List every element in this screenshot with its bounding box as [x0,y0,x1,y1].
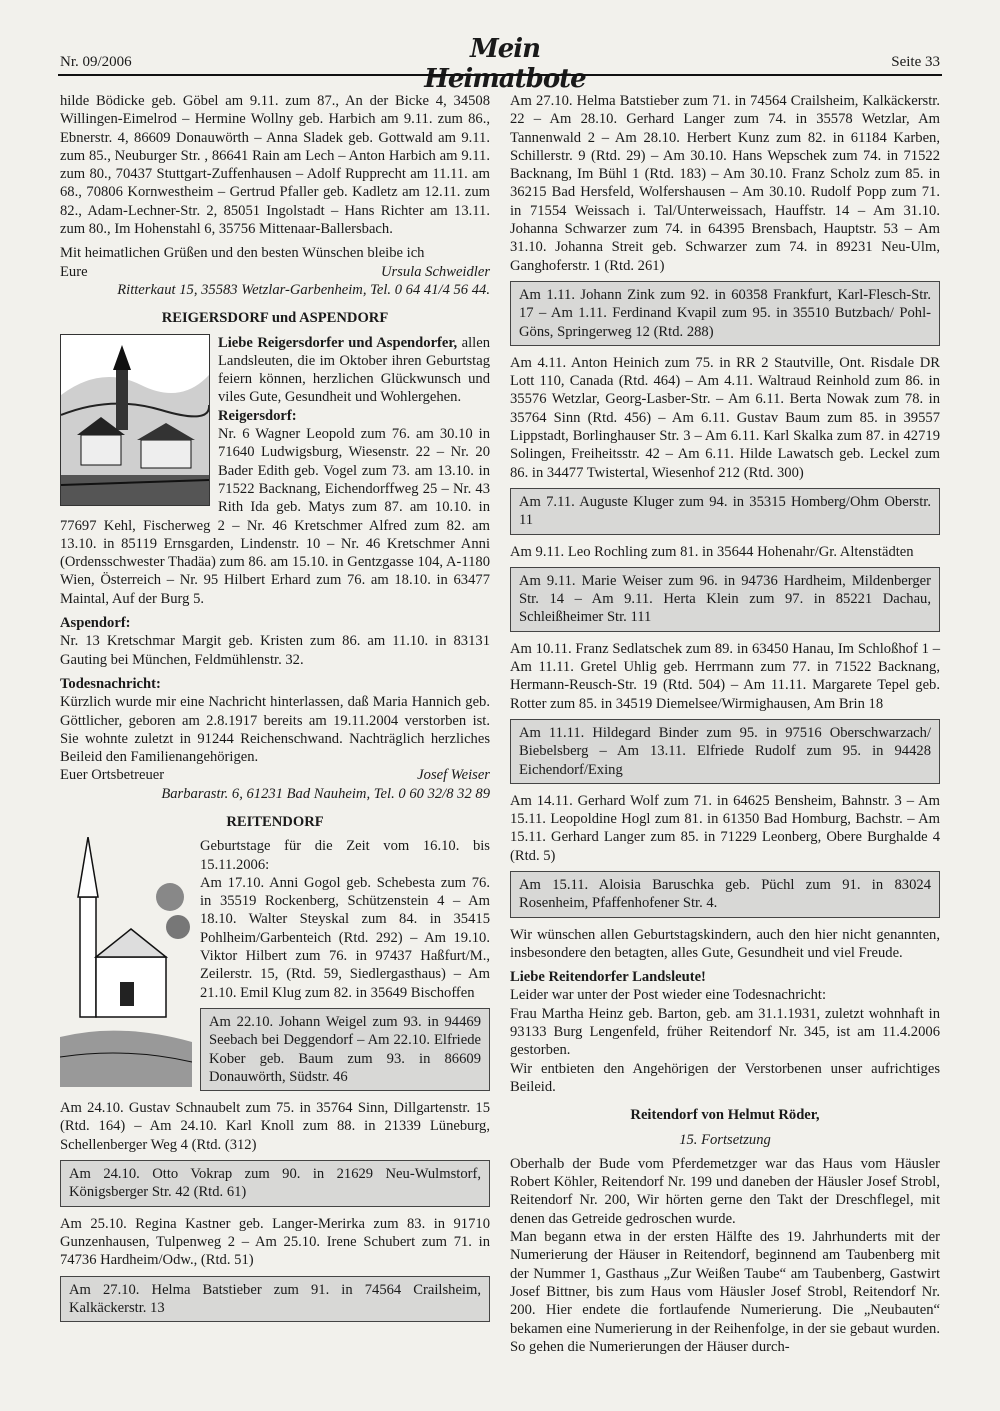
highlight-box-1: Am 22.10. Johann Weigel zum 93. in 94469 Seebach bei Deggendorf – Am 22.10. Elfriede Kober geb. Baum zum 93. in 86609 Donauwörth, Südstr. 46 [200,1008,490,1091]
death-notice: Frau Martha Heinz geb. Barton, geb. am 31.1.1931, zuletzt wohnhaft in 93133 Burg Lengenfeld, früher Reitendorf Nr. 345, ist am 11.4.2006 gestorben. [510,1005,940,1059]
signature-line-2 [60,766,490,784]
subheading-reigersdorf: Reigersdorf: [218,407,297,424]
birthdays-oct: Am 27.10. Helma Batstieber zum 71. in 74564 Crailsheim, Kalkäckerstr. 22 – Am 28.10. Gerhard Langer zum 74. in 35578 Wetzlar, Am Tannenwald 2 – Am 28.10. Herbert Kunz zum 82. in 61184 Karben, Schillerstr. 9 (Rtd. 29) – Am 30.10. Hans Wepschek zum 74. in 71522 Backnang, Im Bühl 1 (Rtd. 183) – Am 30.10. Franz Scholz zum 85. in 36215 Bad Hersfeld, Wolfershausen – Am 30.10. Rudolf Popp zum 71. in 71554 Weissach i. Tal/Unterweissach, Hauffstr. 14 – Am 31.10. Johanna Schwarzer zum 74. in 64395 Brensbach, Hauptstr. 53 – Am 31.10. Johanna Streit geb. Schwarzer zum 74. in 89231 Neu-Ulm, Ganghoferstr. 1 (Rtd. 261) [510,93,940,274]
header-rule [58,74,942,76]
birthdays-nov-3: Am 10.11. Franz Sedlatschek zum 89. in 63450 Hanau, Im Schloßhof 1 – Am 11.11. Gretel Uhlig geb. Herrmann zum 77. in 71522 Backnang, Hermann-Reusch-Str. 19 (Rtd. 504) – Am 11.11. Margarete Tepel geb. Rotter zum 85. in 34519 Diemelsee/Wirmighausen, Am Brin 18 [510,640,940,712]
signature-salutation: Eure [60,263,88,280]
issue-number: Nr. 09/2006 [60,54,132,70]
highlight-box-8: Am 15.11. Aloisia Baruschka geb. Püchl zum 91. in 83024 Rosenheim, Pfaffenhofener Str. 4. [510,871,940,918]
serial-episode: 15. Fortsetzung [679,1131,771,1148]
highlight-box-4: Am 1.11. Johann Zink zum 92. in 60358 Frankfurt, Karl-Flesch-Str. 17 – Am 1.11. Ferdinand Kvapil zum 95. in 35510 Butzbach/ Pohl-Göns, Springerweg 12 (Rtd. 288) [510,281,940,346]
highlight-box-2: Am 24.10. Otto Vokrap zum 90. in 21629 Neu-Wulmstorf, Königsberger Str. 42 (Rtd. 61) [60,1160,490,1207]
greeting: Mit heimatlichen Grüßen und den besten Wünschen bleibe ich [60,245,425,262]
serial-paragraph-1: Oberhalb der Bude vom Pferdemetzger war das Haus vom Häusler Robert Köhler, Reitendorf Nr. 199 und daneben der Häusler Josef Strobl, Reitendorf Nr. 200, Wir hörten gerne den Takt der Dreschflegel, mit denen das Getreide gedroschen wurde. [510,1155,940,1227]
highlight-box-3: Am 27.10. Helma Batstieber zum 91. in 74564 Crailsheim, Kalkäckerstr. 13 [60,1276,490,1323]
birthday-list-continued: hilde Bödicke geb. Göbel am 9.11. zum 87., An der Bicke 4, 34508 Willingen-Eimelrod – Hermine Wollny geb. Harbich am 9.11. zum 86., Ebnerstr. 4, 86609 Donauwörth – Anna Sladek geb. Gottwald am 9.11. zum 85., Neuburger Str. , 86641 Rain am Lech – Anton Harbich am 9.11. zum 80., 70437 Stuttgart-Zuffenhausen – Adolf Rupprecht am 11.11. am 68., 70806 Kornwestheim – Gertrud Pfaller geb. Kadletz am 12.11. zum 82., Adam-Lechner-Str. 2, 85051 Ingolstadt – Hans Richter am 13.11. zum 80., Im Hohenstahl 6, 35756 Mittenaar-Ballersbach. [60,93,490,238]
section-heading-reigersdorf: REIGERSDORF und ASPENDORF [161,310,389,327]
reigersdorf-birthdays: Nr. 6 Wagner Leopold zum 76. am 30.10 in 71640 Ludwigsburg, Wiesenstr. 22 – Nr. 20 Bader Edith geb. Vogel zum 73. am 13.10. in 71522 Backnang, Eichendorffweg 25 – Nr. 43 Rith Ida geb. Matys zum 87. am 10.10. in 77697 Kehl, Fischerweg 2 – Nr. 46 Kretschmer Alfred zum 82. am 13.10. in 85119 Ernsgarden, Lindenstr. 10 – Nr. 46 Kretschmer Anni (Ordensschwester Thadäa) zum 86. am 15.10. in Gentzgasse 104, A-1180 Wien, Österreich – Nr. 95 Hilbert Erhard zum 76. am 18.10. in 63477 Maintal, Auf der Burg 5. [60,426,490,607]
subheading-aspendorf: Aspendorf: [60,615,131,632]
reigersdorf-greeting: allen Landsleuten, die im Oktober ihren Geburtstag feiern können, herzlichen Glückwunsch und viles Gute, Gesundheit und Wohlergehen. [218,334,490,406]
signature-address-2: Barbarastr. 6, 61231 Bad Nauheim, Tel. 0 60 32/8 32 89 [161,785,490,802]
serial-title: Reitendorf von Helmut Röder, [630,1107,820,1124]
reitendorf-birthdays-1: Am 17.10. Anni Gogol geb. Schebesta zum 76. in 35519 Rockenberg, Schützenstein 4 – Am 18.10. Walter Steyskal zum 84. in 35415 Pohlheim/Garbenteich (Rtd. 292) – Am 19.10. Viktor Hilbert zum 76. in 97437 Haßfurt/M., Zeilerstr. 15, (Rtd. 59, Siedlergasthaus) – Am 21.10. Emil Klug zum 82. in 35649 Bischoffen [200,874,490,1001]
signature-name-2: Josef Weiser [417,767,490,784]
signature-name: Ursula Schweidler [380,263,490,280]
left-column [60,92,490,1330]
signature-role: Euer Ortsbetreuer [60,767,165,784]
birthdays-nov-1: Am 4.11. Anton Heinich zum 75. in RR 2 Stautville, Ont. Risdale DR Lott 110, Canada (Rtd. 464) – Am 4.11. Waltraud Reinhold zum 86. in 35576 Wetzlar, Georg-Lasber-Str. – Am 6.11. Berta Nowak zum 78. in 35764 Sinn (Rtd. 456) – Am 6.11. Gustav Baum zum 85. in 39557 Lippstadt, Borlinghauser Str. 3 – Am 6.11. Karl Skalka zum 87. in 42719 Solingen, Freiheitsstr. 42 – Am 6.11. Hilde Lawatsch geb. Leckel zum 86. in 34477 Twistertal, Wiesenhof 212 (Rtd. 300) [510,354,940,481]
aspendorf-birthdays: Nr. 13 Kretschmar Margit geb. Kristen zum 86. am 11.10. in 83131 Gauting bei München, Feldmühlenstr. 32. [60,633,490,668]
wishes: Wir wünschen allen Geburtstagskindern, auch den hier nicht genannten, insbesondere den betagten, alles Gute, Gesundheit und viel Freude. [510,926,940,961]
page-number: Seite 33 [891,54,940,70]
signature-line [60,263,490,281]
birthdays-nov-2: Am 9.11. Leo Rochling zum 81. in 35644 Hohenahr/Gr. Altenstädten [510,543,914,560]
heading-liebe-landsleute: Liebe Reitendorfer Landsleute! [510,969,706,986]
masthead-title: Mein Heimatbote [424,34,586,94]
highlight-box-5: Am 7.11. Auguste Kluger zum 94. in 35315 Homberg/Ohm Oberstr. 11 [510,488,940,535]
reitendorf-birthdays-3: Am 25.10. Regina Kastner geb. Langer-Merirka zum 83. in 91710 Gunzenhausen, Tulpenweg 2 – Am 25.10. Irene Schubert zum 71. in 74736 Hardheim/Odw., (Rtd. 51) [60,1215,490,1269]
section-heading-reitendorf: REITENDORF [226,813,324,830]
church-illustration [60,837,192,1087]
birthdays-nov-4: Am 14.11. Gerhard Wolf zum 71. in 64625 Bensheim, Bahnstr. 3 – Am 15.11. Leopoldine Hogl zum 81. in 61350 Bad Homburg, Bachstr. – Am 15.11. Gerhard Langer zum 85. in 71229 Leonberg, Obere Burghalde 4 (Rtd. 5) [510,792,940,864]
obituary-text: Kürzlich wurde mir eine Nachricht hinterlassen, daß Maria Hannich geb. Göttlicher, geboren am 2.8.1917 bereits am 19.11.2004 verstorben ist. Sie wohnte zuletzt in 91244 Reichenschwand. Nachträglich herzliches Beileid den Familienangehörigen. [60,694,490,766]
condolences: Wir entbieten den Angehörigen der Verstorbenen unser aufrichtiges Beileid. [510,1060,940,1095]
reitendorf-intro: Geburtstage für die Zeit vom 16.10. bis 15.11.2006: [200,838,490,873]
right-column [510,92,940,1356]
highlight-box-7: Am 11.11. Hildegard Binder zum 95. in 97516 Oberschwarzach/ Biebelsberg – Am 13.11. Elfriede Rudolf zum 95. in 94428 Eichendorf/Exing [510,719,940,784]
reitendorf-birthdays-2: Am 24.10. Gustav Schnaubelt zum 75. in 35764 Sinn, Dillgartenstr. 15 (Rtd. 164) – Am 24.10. Karl Knoll zum 88. in 21339 Lüneburg, Schellenberger Weg 4 (Rtd. (312) [60,1100,490,1153]
signature-address: Ritterkaut 15, 35583 Wetzlar-Garbenheim, Tel. 0 64 41/4 56 44. [117,281,490,298]
serial-paragraph-2: Man begann etwa in der ersten Hälfte des 19. Jahrhunderts mit der Numerierung der Häuser in Reitendorf, beginnend am Taubenberg mit der Nummer 1, Gasthaus „Zur Weißen Taube“ am Taubenberg, Gastwirt Josef Bittner, bis zum Haus vom Häusler Josef Strobl, Reitendorf Nr. 200. Hier endete die fortlaufende Numerierung. Die „Neubauten“ bekamen eine Numerierung in der Reihenfolge, in der sie gebaut wurden. So gehen die Numerierungen der Häuser durch- [510,1229,940,1355]
village-illustration [60,334,210,506]
death-notice-intro: Leider war unter der Post wieder eine Todesnachricht: [510,987,827,1004]
reigersdorf-greeting-bold: Liebe Reigersdorfer und Aspendorfer, [218,334,458,351]
highlight-box-6: Am 9.11. Marie Weiser zum 96. in 94736 Hardheim, Mildenberger Str. 14 – Am 9.11. Herta Klein zum 97. in 85221 Dachau, Schleißheimer Str. 111 [510,567,940,632]
subheading-todesnachricht: Todesnachricht: [60,675,161,692]
